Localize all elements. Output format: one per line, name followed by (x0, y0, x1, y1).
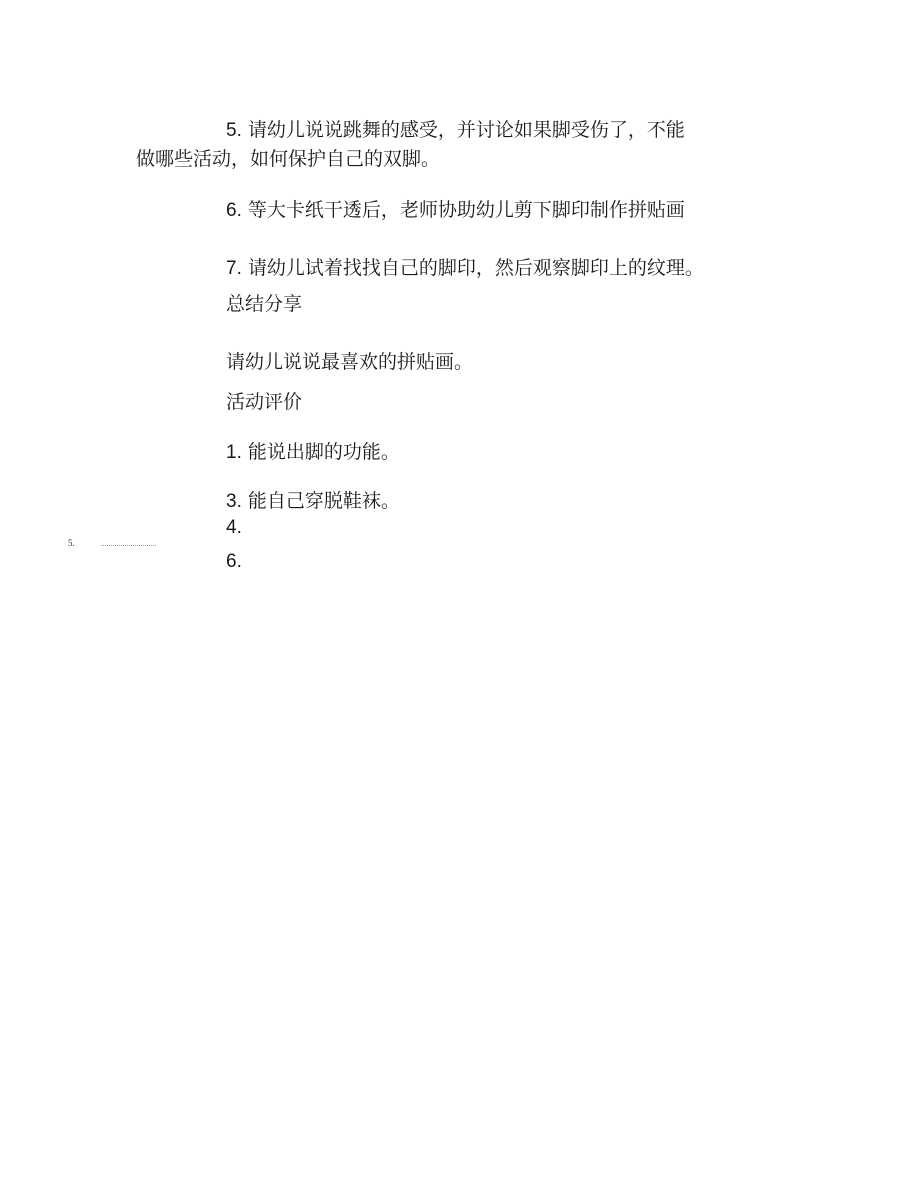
step-number: 6. (226, 200, 242, 221)
dotted-rule (101, 545, 156, 546)
summary-text: 请幼儿说说最喜欢的拼贴画。 (226, 351, 474, 373)
item-number: 4. (226, 517, 242, 538)
evaluation-item-1 (226, 440, 400, 465)
step-number: 5. (226, 120, 242, 141)
step-text: 等大卡纸干透后，老师协助幼儿剪下脚印制作拼贴画 (247, 199, 685, 221)
item-number: 1. (226, 442, 242, 463)
item-number: 3. (226, 491, 242, 512)
evaluation-heading: 活动评价 (226, 391, 303, 413)
step-number: 7. (226, 258, 242, 279)
step-6 (226, 198, 685, 223)
item-number: 6. (226, 551, 242, 572)
step-5-line-2 (136, 147, 440, 171)
item-text: 能自己穿脱鞋袜。 (247, 490, 400, 512)
step-7 (226, 256, 704, 281)
step-text: 请幼儿试着找找自己的脚印，然后观察脚印上的纹理。 (247, 257, 704, 279)
step-text: 做哪些活动，如何保护自己的双脚。 (136, 148, 441, 170)
step-5-line-1 (226, 118, 685, 143)
step-text: 请幼儿说说跳舞的感受，并讨论如果脚受伤了，不能 (247, 119, 685, 141)
margin-note: 5. (68, 538, 75, 548)
item-text: 能说出脚的功能。 (247, 441, 400, 463)
evaluation-item-4 (226, 515, 242, 540)
summary-heading: 总结分享 (226, 293, 303, 315)
evaluation-item-3 (226, 489, 400, 514)
evaluation-item-6 (226, 549, 242, 574)
